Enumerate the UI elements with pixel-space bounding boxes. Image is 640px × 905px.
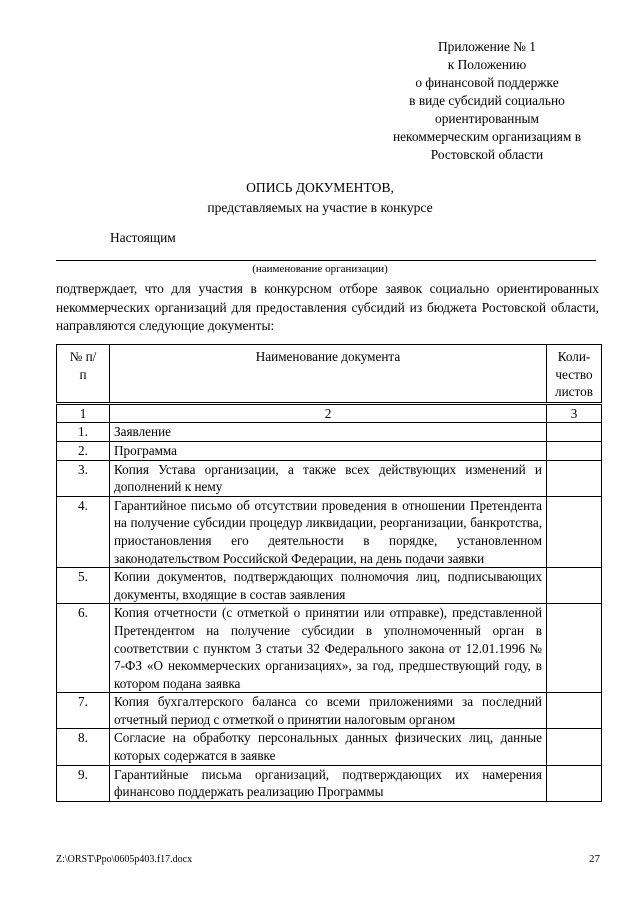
appendix-block — [375, 38, 599, 164]
row-sheet-count — [547, 496, 602, 567]
table-row — [57, 496, 602, 567]
row-number: 2. — [57, 441, 110, 460]
table-row — [57, 441, 602, 460]
title-sub: представляемых на участие в конкурсе — [207, 200, 433, 215]
row-document-name: Гарантийные письма организаций, подтверждающих их намерения финансово поддержать реализацию Программы — [110, 765, 547, 801]
table-row — [57, 423, 602, 442]
row-number: 1. — [57, 423, 110, 442]
header-count-label: Коли-чество листов — [555, 349, 593, 400]
column-number-row — [57, 403, 602, 423]
column-number: 1 — [57, 403, 110, 423]
table-row — [57, 568, 602, 604]
row-sheet-count — [547, 460, 602, 496]
footer-page-number: 27 — [589, 853, 600, 865]
appendix-line: ориентированным — [435, 111, 539, 126]
organization-name-line — [56, 260, 596, 261]
row-document-name: Заявление — [110, 423, 547, 442]
row-sheet-count — [547, 765, 602, 801]
appendix-line: Приложение № 1 — [437, 39, 537, 54]
documents-table — [56, 344, 602, 802]
table-row — [57, 765, 602, 801]
row-document-name: Копия Устава организации, а также всех действующих изменений и дополнений к нему — [110, 460, 547, 496]
table-header-row — [57, 345, 602, 404]
footer-file-path: Z:\ORST\Ppo\0605p403.f17.docx — [56, 854, 193, 865]
appendix-line: к Положению — [447, 57, 527, 72]
header-num — [57, 345, 110, 404]
row-sheet-count — [547, 441, 602, 460]
row-document-name: Копия отчетности (с отметкой о принятии или отправке), представленной Претендентом на получение субсидии в уполномоченный орган в соответствии с пунктом 3 статьи 32 Федерального закона от 12.01.1996 № 7-ФЗ «О некоммерческих организациях», за год, предшествующий году, в котором подана заявка — [110, 604, 547, 693]
intro-paragraph: подтверждает, что для участия в конкурсном отборе заявок социально ориентированных некоммерческих организаций для предоставления субсидий из бюджета Ростовской области, направляются следующие документы: — [56, 281, 599, 333]
row-sheet-count — [547, 729, 602, 765]
title-main: ОПИСЬ ДОКУМЕНТОВ, — [246, 180, 394, 195]
row-number: 7. — [57, 693, 110, 729]
row-document-name: Согласие на обработку персональных данных физических лиц, данные которых содержатся в заявке — [110, 729, 547, 765]
header-name: Наименование документа — [110, 345, 547, 404]
organization-name-hint: (наименование организации) — [252, 263, 388, 275]
document-title — [0, 178, 640, 218]
table-row — [57, 460, 602, 496]
header-num-label: № п/п — [69, 349, 97, 382]
row-document-name: Программа — [110, 441, 547, 460]
row-number: 9. — [57, 765, 110, 801]
table-row — [57, 604, 602, 693]
row-sheet-count — [547, 604, 602, 693]
row-document-name: Копия бухгалтерского баланса со всеми приложениями за последний отчетный период с отметкой о принятии налоговым органом — [110, 693, 547, 729]
table-row — [57, 693, 602, 729]
row-number: 8. — [57, 729, 110, 765]
row-document-name: Гарантийное письмо об отсутствии проведения в отношении Претендента на получение субсидии процедур ликвидации, реорганизации, банкротства, приостановления его деятельности в порядке, установленном законодательством Российской Федерации, на день подачи заявки — [110, 496, 547, 567]
row-sheet-count — [547, 568, 602, 604]
table-row — [57, 729, 602, 765]
intro-word: Настоящим — [110, 230, 176, 245]
appendix-line: Ростовской области — [430, 147, 544, 162]
row-number: 5. — [57, 568, 110, 604]
appendix-line: некоммерческим организациям в — [392, 129, 582, 144]
row-sheet-count — [547, 423, 602, 442]
column-number: 2 — [110, 403, 547, 423]
row-number: 4. — [57, 496, 110, 567]
header-count — [547, 345, 602, 404]
row-document-name: Копии документов, подтверждающих полномочия лиц, подписывающих документы, входящие в состав заявления — [110, 568, 547, 604]
appendix-line: о финансовой поддержке — [415, 75, 559, 90]
column-number: 3 — [547, 403, 602, 423]
appendix-line: в виде субсидий социально — [409, 93, 565, 108]
row-number: 6. — [57, 604, 110, 693]
row-sheet-count — [547, 693, 602, 729]
row-number: 3. — [57, 460, 110, 496]
